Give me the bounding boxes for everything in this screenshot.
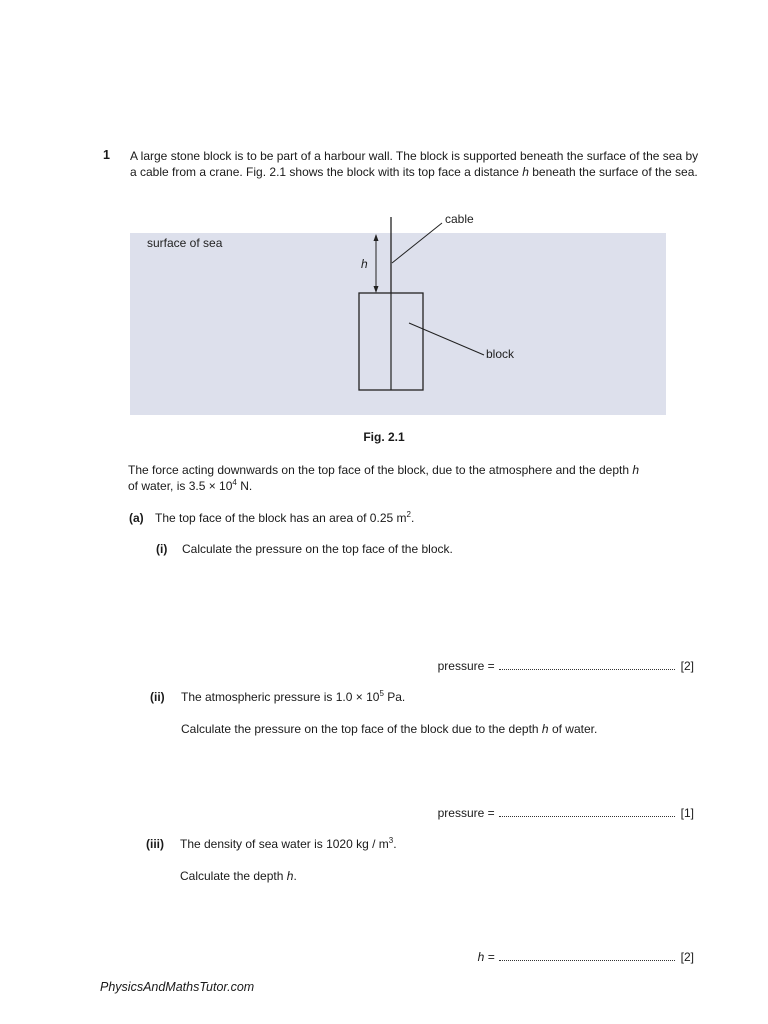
part-ii-marks: [1] [680,806,694,820]
footer-site-name: PhysicsAndMathsTutor.com [100,980,255,994]
part-ii-text-suffix: Pa. [387,690,406,704]
question-intro [130,148,705,180]
part-ii-text2 [181,722,597,736]
part-i-marks: [2] [680,659,694,673]
question-number: 1 [103,148,110,162]
part-i-label: (i) [156,542,168,556]
part-iii-text2-prefix: Calculate the depth [180,869,284,883]
force-h-symbol: h [632,463,640,477]
intro-text-start: A large stone block is to be part of a harbour wall. The block is supported beneath the surface of the sea by a cable from a crane. Fig. 2.1 shows the block with its top face a distance [130,149,699,179]
part-ii-text2-suffix: of water. [551,722,598,736]
part-i-answer-label: pressure = [437,659,495,673]
block-label: block [486,347,515,361]
force-exponent: 4 [232,478,237,487]
part-iii-text-suffix: . [393,837,397,851]
part-a-label: (a) [129,511,144,525]
part-iii-text2-suffix: . [293,869,297,883]
part-iii-h-symbol: h [286,869,294,883]
part-iii-text-prefix: The density of sea water is 1020 kg / m [180,837,389,851]
cable-label: cable [445,212,474,226]
sea-region [130,233,666,415]
part-iii-answer-label: h = [477,950,495,964]
part-ii-answer-blank[interactable] [499,807,675,817]
intro-text-end: beneath the surface of the sea. [532,165,698,179]
part-iii-answer-line [478,950,694,964]
part-a-text [155,511,414,525]
figure-block-in-sea [130,205,670,420]
figure-caption: Fig. 2.1 [363,430,405,444]
part-a-text-prefix: The top face of the block has an area of 0.25 m [155,511,407,525]
part-iii-text2 [180,869,297,883]
part-iii-label: (iii) [146,837,164,851]
part-ii-h-symbol: h [541,722,549,736]
part-ii-answer-line [438,806,694,820]
intro-h-symbol: h [522,165,529,179]
part-ii-answer-label: pressure = [437,806,495,820]
part-iii-exponent: 3 [388,836,394,845]
part-ii-text-prefix: The atmospheric pressure is 1.0 × 10 [181,690,380,704]
part-ii-text2-prefix: Calculate the pressure on the top face of the block due to the depth [181,722,539,736]
force-statement [128,462,708,494]
part-iii-text [180,837,397,851]
part-i-text: Calculate the pressure on the top face of the block. [182,542,453,556]
force-text-line2: of water, is 3.5 × 10 [128,479,233,493]
surface-of-sea-label: surface of sea [147,236,223,250]
part-ii-label: (ii) [150,690,165,704]
part-i-answer-line [438,659,694,673]
part-i-answer-blank[interactable] [499,660,675,670]
h-label: h [361,257,368,271]
part-a-text-suffix: . [410,511,415,525]
part-a-exponent: 2 [406,510,411,519]
force-unit: N. [240,479,253,493]
part-ii-exponent: 5 [379,689,384,698]
part-iii-marks: [2] [680,950,694,964]
part-ii-text [181,690,405,704]
part-iii-answer-blank[interactable] [499,951,675,961]
force-text-start: The force acting downwards on the top face of the block, due to the atmosphere and the depth [128,463,629,477]
